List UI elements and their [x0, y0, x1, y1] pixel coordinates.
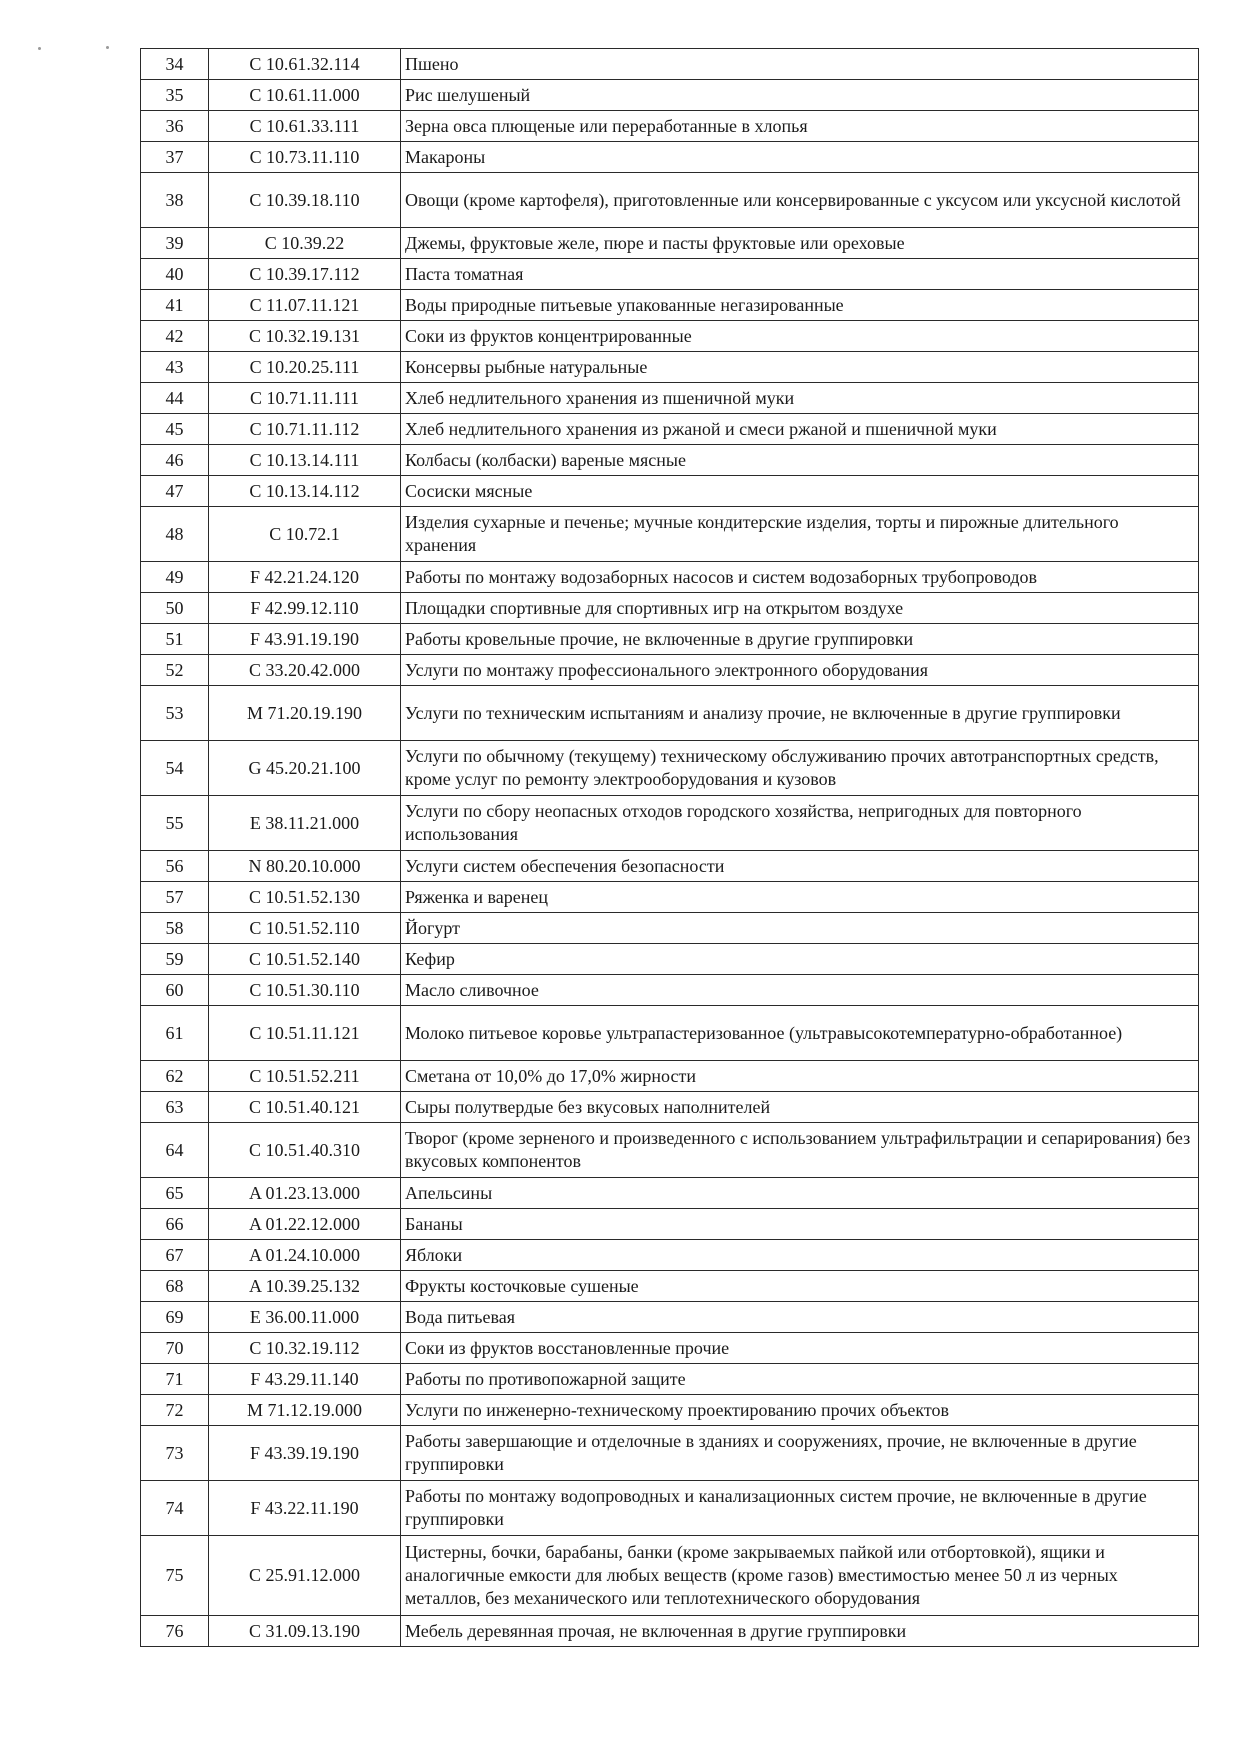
row-number: 69 [141, 1302, 209, 1333]
item-description: Кефир [401, 944, 1199, 975]
row-number: 51 [141, 624, 209, 655]
row-number: 71 [141, 1364, 209, 1395]
row-number: 38 [141, 173, 209, 228]
row-number: 70 [141, 1333, 209, 1364]
item-description: Масло сливочное [401, 975, 1199, 1006]
row-number: 58 [141, 913, 209, 944]
classification-code: C 10.13.14.111 [209, 445, 401, 476]
item-description: Консервы рыбные натуральные [401, 352, 1199, 383]
table-row [141, 1006, 1199, 1061]
classification-code: C 10.51.52.211 [209, 1061, 401, 1092]
classification-code: C 10.32.19.112 [209, 1333, 401, 1364]
item-description: Колбасы (колбаски) вареные мясные [401, 445, 1199, 476]
table-row [141, 1616, 1199, 1647]
table-row [141, 228, 1199, 259]
classification-code: C 10.51.11.121 [209, 1006, 401, 1061]
row-number: 67 [141, 1240, 209, 1271]
table-row [141, 1426, 1199, 1481]
row-number: 54 [141, 741, 209, 796]
item-description: Площадки спортивные для спортивных игр на открытом воздухе [401, 593, 1199, 624]
item-description: Услуги по обычному (текущему) техническому обслуживанию прочих автотранспортных средств, кроме услуг по ремонту электрооборудования и кузовов [401, 741, 1199, 796]
classification-code: C 10.71.11.111 [209, 383, 401, 414]
classifier-table [140, 48, 1199, 1647]
row-number: 46 [141, 445, 209, 476]
item-description: Овощи (кроме картофеля), приготовленные или консервированные с уксусом или уксусной кислотой [401, 173, 1199, 228]
item-description: Творог (кроме зерненого и произведенного с использованием ультрафильтрации и сепарирования) без вкусовых компонентов [401, 1123, 1199, 1178]
row-number: 62 [141, 1061, 209, 1092]
item-description: Услуги по инженерно-техническому проектированию прочих объектов [401, 1395, 1199, 1426]
item-description: Пшено [401, 49, 1199, 80]
item-description: Работы по противопожарной защите [401, 1364, 1199, 1395]
table-row [141, 414, 1199, 445]
classification-code: C 10.71.11.112 [209, 414, 401, 445]
classification-code: F 42.99.12.110 [209, 593, 401, 624]
item-description: Зерна овса плющеные или переработанные в хлопья [401, 111, 1199, 142]
row-number: 68 [141, 1271, 209, 1302]
row-number: 34 [141, 49, 209, 80]
table-row [141, 1536, 1199, 1616]
item-description: Услуги по техническим испытаниям и анализу прочие, не включенные в другие группировки [401, 686, 1199, 741]
classification-code: C 25.91.12.000 [209, 1536, 401, 1616]
classification-code: C 10.61.33.111 [209, 111, 401, 142]
table-row [141, 944, 1199, 975]
item-description: Работы кровельные прочие, не включенные в другие группировки [401, 624, 1199, 655]
table-row [141, 476, 1199, 507]
item-description: Хлеб недлительного хранения из ржаной и смеси ржаной и пшеничной муки [401, 414, 1199, 445]
row-number: 59 [141, 944, 209, 975]
row-number: 52 [141, 655, 209, 686]
item-description: Работы по монтажу водопроводных и канализационных систем прочие, не включенные в другие группировки [401, 1481, 1199, 1536]
table-row [141, 259, 1199, 290]
classification-code: C 10.13.14.112 [209, 476, 401, 507]
item-description: Паста томатная [401, 259, 1199, 290]
classification-code: A 10.39.25.132 [209, 1271, 401, 1302]
classification-code: F 43.29.11.140 [209, 1364, 401, 1395]
item-description: Соки из фруктов восстановленные прочие [401, 1333, 1199, 1364]
classification-code: C 10.51.40.121 [209, 1092, 401, 1123]
item-description: Джемы, фруктовые желе, пюре и пасты фруктовые или ореховые [401, 228, 1199, 259]
row-number: 48 [141, 507, 209, 562]
row-number: 72 [141, 1395, 209, 1426]
table-row [141, 1061, 1199, 1092]
row-number: 63 [141, 1092, 209, 1123]
table-row [141, 975, 1199, 1006]
table-row [141, 321, 1199, 352]
table-row [141, 1209, 1199, 1240]
scan-artifact-dot [106, 46, 109, 49]
table-row [141, 1271, 1199, 1302]
classification-code: E 36.00.11.000 [209, 1302, 401, 1333]
table-row [141, 290, 1199, 321]
row-number: 41 [141, 290, 209, 321]
row-number: 53 [141, 686, 209, 741]
item-description: Сыры полутвердые без вкусовых наполнителей [401, 1092, 1199, 1123]
classification-code: C 10.72.1 [209, 507, 401, 562]
row-number: 45 [141, 414, 209, 445]
item-description: Сметана от 10,0% до 17,0% жирности [401, 1061, 1199, 1092]
item-description: Хлеб недлительного хранения из пшеничной муки [401, 383, 1199, 414]
row-number: 74 [141, 1481, 209, 1536]
item-description: Апельсины [401, 1178, 1199, 1209]
table-row [141, 507, 1199, 562]
item-description: Сосиски мясные [401, 476, 1199, 507]
row-number: 64 [141, 1123, 209, 1178]
table-row [141, 80, 1199, 111]
row-number: 36 [141, 111, 209, 142]
classification-code: C 10.32.19.131 [209, 321, 401, 352]
classification-code: A 01.24.10.000 [209, 1240, 401, 1271]
item-description: Яблоки [401, 1240, 1199, 1271]
row-number: 43 [141, 352, 209, 383]
row-number: 49 [141, 562, 209, 593]
table-row [141, 142, 1199, 173]
classification-code: F 43.91.19.190 [209, 624, 401, 655]
table-row [141, 1364, 1199, 1395]
table-row [141, 111, 1199, 142]
table-row [141, 624, 1199, 655]
classification-code: E 38.11.21.000 [209, 796, 401, 851]
row-number: 73 [141, 1426, 209, 1481]
table-row [141, 445, 1199, 476]
table-row [141, 49, 1199, 80]
item-description: Вода питьевая [401, 1302, 1199, 1333]
row-number: 75 [141, 1536, 209, 1616]
classification-code: C 10.39.22 [209, 228, 401, 259]
item-description: Работы по монтажу водозаборных насосов и систем водозаборных трубопроводов [401, 562, 1199, 593]
row-number: 66 [141, 1209, 209, 1240]
table-row [141, 796, 1199, 851]
item-description: Мебель деревянная прочая, не включенная в другие группировки [401, 1616, 1199, 1647]
table-row [141, 1395, 1199, 1426]
row-number: 61 [141, 1006, 209, 1061]
row-number: 37 [141, 142, 209, 173]
item-description: Макароны [401, 142, 1199, 173]
item-description: Йогурт [401, 913, 1199, 944]
table-row [141, 1092, 1199, 1123]
classification-code: F 42.21.24.120 [209, 562, 401, 593]
item-description: Услуги по монтажу профессионального электронного оборудования [401, 655, 1199, 686]
row-number: 35 [141, 80, 209, 111]
table-row [141, 913, 1199, 944]
row-number: 39 [141, 228, 209, 259]
table-row [141, 1178, 1199, 1209]
item-description: Молоко питьевое коровье ультрапастеризованное (ультравысокотемпературно-обработанное) [401, 1006, 1199, 1061]
table-row [141, 1123, 1199, 1178]
item-description: Цистерны, бочки, барабаны, банки (кроме закрываемых пайкой или отбортовкой), ящики и аналогичные емкости для любых веществ (кроме газов) вместимостью менее 50 л из черных металлов, без механического или теплотехнического оборудования [401, 1536, 1199, 1616]
scan-artifact-dot [38, 47, 41, 50]
row-number: 60 [141, 975, 209, 1006]
table-row [141, 1302, 1199, 1333]
item-description: Бананы [401, 1209, 1199, 1240]
row-number: 57 [141, 882, 209, 913]
table-row [141, 1481, 1199, 1536]
table-row [141, 1240, 1199, 1271]
classification-code: C 10.73.11.110 [209, 142, 401, 173]
classification-code: C 11.07.11.121 [209, 290, 401, 321]
classification-code: C 31.09.13.190 [209, 1616, 401, 1647]
row-number: 40 [141, 259, 209, 290]
item-description: Работы завершающие и отделочные в зданиях и сооружениях, прочие, не включенные в другие группировки [401, 1426, 1199, 1481]
row-number: 47 [141, 476, 209, 507]
classification-code: A 01.22.12.000 [209, 1209, 401, 1240]
classification-code: N 80.20.10.000 [209, 851, 401, 882]
row-number: 65 [141, 1178, 209, 1209]
item-description: Услуги систем обеспечения безопасности [401, 851, 1199, 882]
item-description: Изделия сухарные и печенье; мучные кондитерские изделия, торты и пирожные длительного хранения [401, 507, 1199, 562]
item-description: Фрукты косточковые сушеные [401, 1271, 1199, 1302]
classification-code: C 10.39.17.112 [209, 259, 401, 290]
classification-code: A 01.23.13.000 [209, 1178, 401, 1209]
classification-code: C 33.20.42.000 [209, 655, 401, 686]
classification-code: F 43.22.11.190 [209, 1481, 401, 1536]
row-number: 42 [141, 321, 209, 352]
row-number: 76 [141, 1616, 209, 1647]
table-row [141, 383, 1199, 414]
item-description: Услуги по сбору неопасных отходов городского хозяйства, непригодных для повторного использования [401, 796, 1199, 851]
classification-code: C 10.51.52.140 [209, 944, 401, 975]
table-row [141, 882, 1199, 913]
classification-code: C 10.39.18.110 [209, 173, 401, 228]
item-description: Воды природные питьевые упакованные негазированные [401, 290, 1199, 321]
table-row [141, 1333, 1199, 1364]
classification-code: C 10.61.32.114 [209, 49, 401, 80]
row-number: 44 [141, 383, 209, 414]
item-description: Ряженка и варенец [401, 882, 1199, 913]
table-row [141, 686, 1199, 741]
classification-code: C 10.61.11.000 [209, 80, 401, 111]
table-row [141, 352, 1199, 383]
classification-code: M 71.12.19.000 [209, 1395, 401, 1426]
classification-code: C 10.20.25.111 [209, 352, 401, 383]
table-body [141, 49, 1199, 1647]
classifier-table-container [140, 48, 1198, 1647]
row-number: 50 [141, 593, 209, 624]
classification-code: F 43.39.19.190 [209, 1426, 401, 1481]
table-row [141, 851, 1199, 882]
classification-code: M 71.20.19.190 [209, 686, 401, 741]
table-row [141, 741, 1199, 796]
row-number: 56 [141, 851, 209, 882]
table-row [141, 562, 1199, 593]
classification-code: C 10.51.52.130 [209, 882, 401, 913]
classification-code: C 10.51.52.110 [209, 913, 401, 944]
classification-code: C 10.51.40.310 [209, 1123, 401, 1178]
classification-code: C 10.51.30.110 [209, 975, 401, 1006]
table-row [141, 655, 1199, 686]
item-description: Рис шелушеный [401, 80, 1199, 111]
table-row [141, 173, 1199, 228]
classification-code: G 45.20.21.100 [209, 741, 401, 796]
table-row [141, 593, 1199, 624]
row-number: 55 [141, 796, 209, 851]
item-description: Соки из фруктов концентрированные [401, 321, 1199, 352]
